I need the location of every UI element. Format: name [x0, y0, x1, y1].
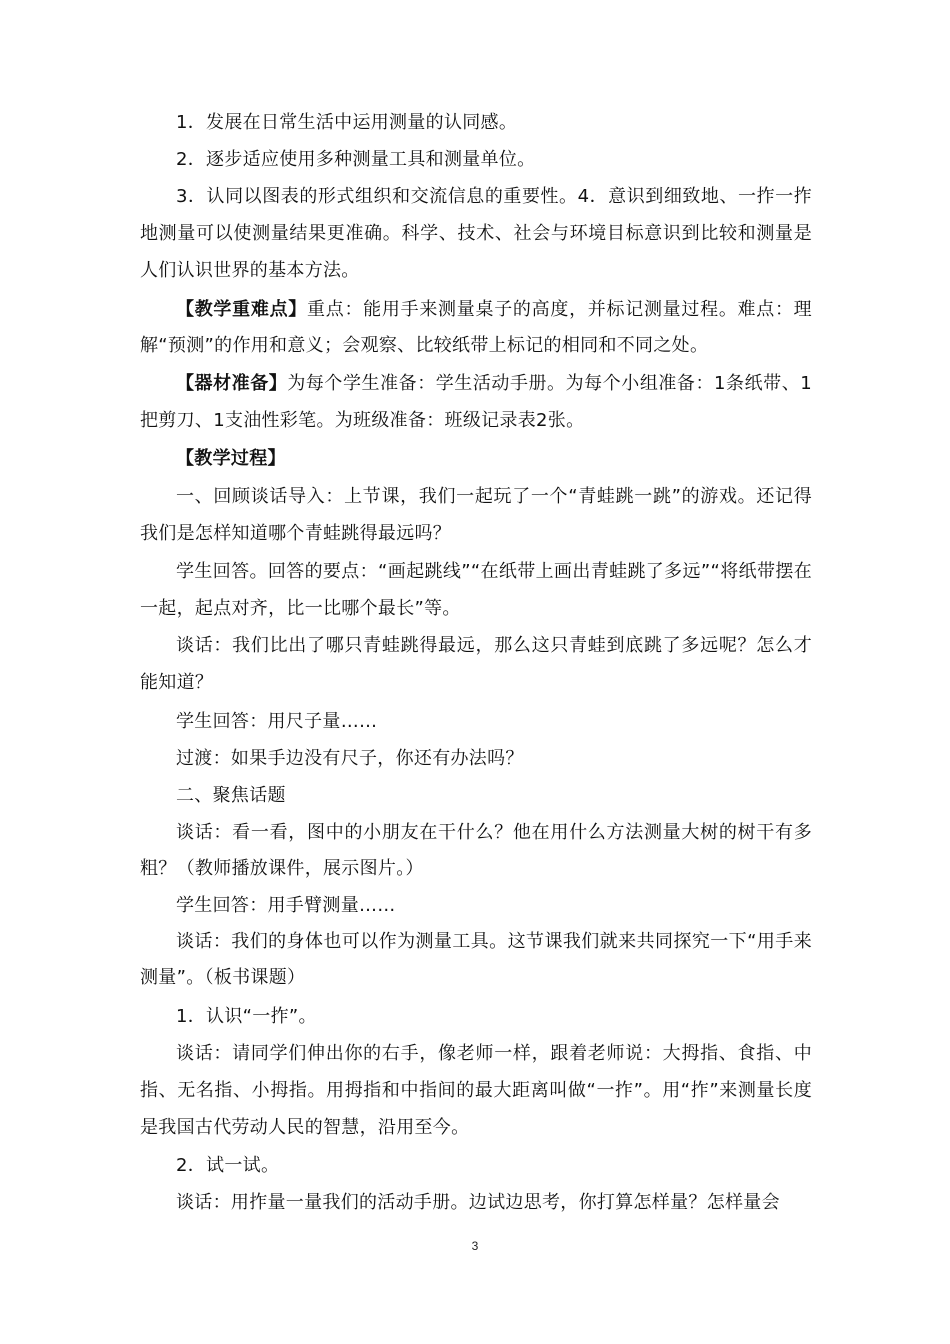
paragraph-transition: 过渡：如果手边没有尺子，你还有办法吗？	[176, 748, 524, 769]
paragraph-section-2-title: 二、聚焦话题	[176, 785, 286, 806]
paragraph-materials: 【器材准备】为每个学生准备：学生活动手册。为每个小组准备：1条纸带、1把剪刀、1支油性彩笔。为班级准备：班级记录表2张。	[140, 373, 812, 431]
paragraph-talk-4: 谈话：请同学们伸出你的右手，像老师一样，跟着老师说：大拇指、食指、中指、无名指、小拇指。用拇指和中指间的最大距离叫做“一拃”。用“拃”来测量长度是我国古代劳动人民的智慧，沿用至今。	[140, 1043, 812, 1138]
paragraph-step-1: 1．认识“一拃”。	[176, 1006, 317, 1027]
section-heading-materials: 【器材准备】	[176, 373, 288, 394]
paragraph-talk-5: 谈话：用拃量一量我们的活动手册。边试边思考，你打算怎样量？怎样量会	[176, 1192, 780, 1213]
paragraph-step-2: 2．试一试。	[176, 1155, 280, 1176]
paragraph-student-answer-2: 学生回答：用尺子量……	[176, 711, 378, 732]
paragraph-talk-2: 谈话：看一看，图中的小朋友在干什么？他在用什么方法测量大树的树干有多粗？（教师播放课件，展示图片。）	[140, 822, 812, 879]
paragraph-goal-3-4: 3．认同以图表的形式组织和交流信息的重要性。4．意识到细致地、一拃一拃地测量可以使测量结果更准确。科学、技术、社会与环境目标意识到比较和测量是人们认识世界的基本方法。	[140, 186, 812, 281]
paragraph-talk-1: 谈话：我们比出了哪只青蛙跳得最远，那么这只青蛙到底跳了多远呢？怎么才能知道？	[140, 635, 812, 693]
paragraph-review-intro: 一、回顾谈话导入：上节课，我们一起玩了一个“青蛙跳一跳”的游戏。还记得我们是怎样知道哪个青蛙跳得最远吗？	[140, 486, 812, 544]
paragraph-goal-1: 1．发展在日常生活中运用测量的认同感。	[176, 112, 518, 133]
paragraph-student-answer-3: 学生回答：用手臂测量……	[176, 895, 396, 916]
page-number: 3	[471, 1239, 479, 1253]
paragraph-process-heading	[140, 440, 812, 477]
paragraph-talk-3: 谈话：我们的身体也可以作为测量工具。这节课我们就来共同探究一下“用手来测量”。（板书课题）	[140, 931, 812, 988]
paragraph-key-points: 【教学重难点】重点：能用手来测量桌子的高度，并标记测量过程。难点：理解“预测”的作用和意义；会观察、比较纸带上标记的相同和不同之处。	[140, 299, 812, 356]
paragraph-student-answer-1: 学生回答。回答的要点：“画起跳线”“在纸带上画出青蛙跳了多远”“将纸带摆在一起，起点对齐，比一比哪个最长”等。	[140, 561, 812, 619]
paragraph-goal-2: 2．逐步适应使用多种测量工具和测量单位。	[176, 149, 536, 170]
section-heading-process: 【教学过程】	[176, 448, 286, 469]
section-heading-key-points: 【教学重难点】	[176, 299, 308, 320]
